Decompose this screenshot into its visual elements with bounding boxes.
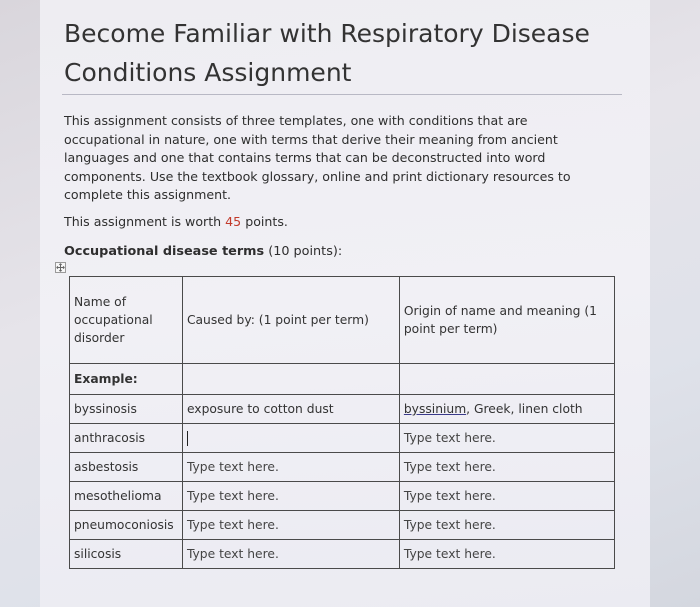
table-row (70, 482, 615, 511)
table-header-row (70, 277, 615, 364)
term-name: anthracosis (70, 424, 183, 453)
cause-input[interactable]: Type text here. (182, 482, 399, 511)
example-origin-rest: , Greek, linen cloth (466, 402, 583, 416)
term-name: silicosis (70, 540, 183, 569)
text-cursor (187, 431, 188, 446)
example-label-blank-cause (182, 364, 399, 395)
header-cell-cause: Caused by: (1 point per term) (182, 277, 399, 364)
cause-input-active[interactable] (182, 424, 399, 453)
table-row (70, 540, 615, 569)
document-page (40, 0, 650, 607)
origin-input[interactable]: Type text here. (399, 482, 614, 511)
term-name: mesothelioma (70, 482, 183, 511)
cause-input[interactable]: Type text here. (182, 453, 399, 482)
points-prefix: This assignment is worth (64, 214, 226, 229)
page-title: Become Familiar with Respiratory Disease Conditions Assignment (64, 19, 590, 87)
example-origin (399, 395, 614, 424)
table-move-handle-icon[interactable] (55, 262, 66, 273)
example-label: Example: (70, 364, 183, 395)
table-row (70, 453, 615, 482)
example-origin-link[interactable]: byssinium (403, 402, 467, 416)
origin-input[interactable]: Type text here. (399, 424, 614, 453)
table-row (70, 424, 615, 453)
origin-input[interactable]: Type text here. (399, 540, 614, 569)
section-heading-points: (10 points): (264, 244, 343, 259)
term-name: asbestosis (70, 453, 183, 482)
table-row (70, 511, 615, 540)
origin-input[interactable]: Type text here. (399, 511, 614, 540)
example-label-blank-origin (399, 364, 614, 395)
title-divider (62, 94, 622, 95)
points-suffix: points. (241, 214, 288, 229)
intro-paragraph: This assignment consists of three templates, one with conditions that are occupational in nature, one with terms that derive their meaning from ancient languages and one that contains terms that can be deconstructed into word components. Use the textbook glossary, online and print dictionary resources to complete this assignment. (64, 113, 571, 202)
points-line (64, 214, 288, 229)
section-heading (64, 244, 342, 259)
example-row (70, 395, 615, 424)
origin-input[interactable]: Type text here. (399, 453, 614, 482)
example-cause[interactable]: exposure to cotton dust (182, 395, 399, 424)
header-cell-origin: Origin of name and meaning (1 point per term) (399, 277, 614, 364)
term-name: pneumoconiosis (70, 511, 183, 540)
cause-input[interactable]: Type text here. (182, 540, 399, 569)
points-value: 45 (225, 214, 242, 229)
occupational-terms-table (69, 276, 615, 569)
section-heading-bold: Occupational disease terms (64, 244, 265, 259)
example-label-row (70, 364, 615, 395)
cause-input[interactable]: Type text here. (182, 511, 399, 540)
example-name: byssinosis (70, 395, 183, 424)
header-cell-name: Name of occupational disorder (70, 277, 183, 364)
